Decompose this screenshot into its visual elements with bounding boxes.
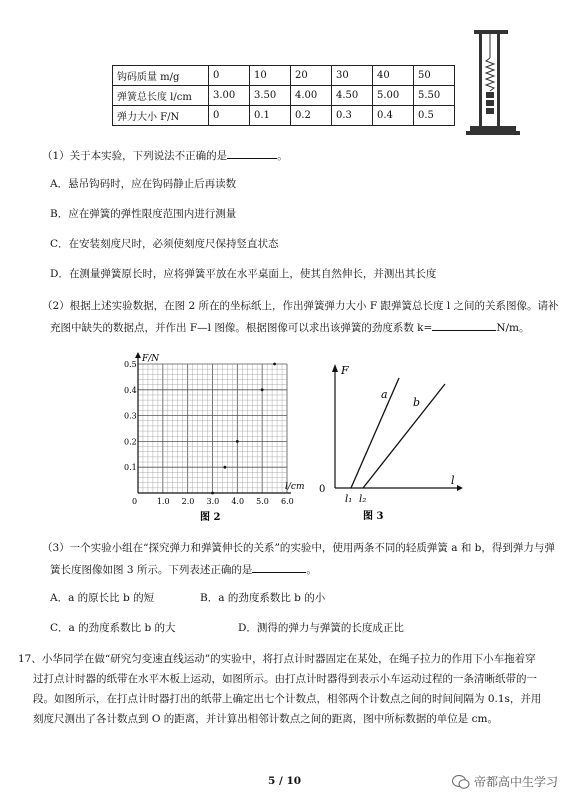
data-point — [211, 492, 214, 495]
table-cell: 4.00 — [291, 86, 332, 106]
x-tick-label: 0 — [132, 497, 138, 506]
table-cell: 0.5 — [414, 106, 455, 126]
q2-unit: N/m。 — [496, 322, 530, 334]
answer-blank — [227, 147, 277, 159]
data-point — [224, 466, 227, 469]
q2-line1: （2）根据上述实验数据，在图 2 所在的坐标纸上，作出弹簧弹力大小 F 跟弹簧总长度 l 之间的关系图像。请补 — [42, 300, 559, 312]
y-tick-label: 0.1 — [124, 463, 137, 473]
table-cell: 0 — [209, 66, 250, 86]
y-axis-arrow — [135, 352, 141, 358]
x-tick-label: 6.0 — [281, 497, 294, 506]
figure-3-graph — [305, 360, 465, 522]
fig3-line-b-label: b — [413, 396, 421, 409]
table-cell: 3.00 — [209, 86, 250, 106]
table-cell: 20 — [291, 66, 332, 86]
x-tick-label: 3.0 — [206, 497, 220, 506]
table-cell: 3.50 — [250, 86, 291, 106]
q17-line1: 17、小华同学在做“研究匀变速直线运动”的实验中，将打点计时器固定在某处，在绳子拉力的作用下小车拖着穿 — [18, 653, 536, 665]
table-cell: 10 — [250, 66, 291, 86]
table-row — [113, 86, 455, 106]
table-row-label: 钩码质量 m/g — [113, 66, 209, 86]
data-point — [261, 388, 264, 391]
table-cell: 0.3 — [332, 106, 373, 126]
table-cell: 50 — [414, 66, 455, 86]
table-cell: 0.2 — [291, 106, 332, 126]
table-cell: 0.4 — [373, 106, 414, 126]
q1-option-a: A．悬吊钩码时，应在钩码静止后再读数 — [50, 178, 237, 190]
data-table — [112, 65, 455, 126]
q17-line2: 过打点计时器的纸带在水平木板上运动，如图所示。由打点计时器得到表示小车运动过程的一条清晰纸带的一 — [33, 673, 537, 685]
table-cell: 5.50 — [414, 86, 455, 106]
q1-stem — [42, 147, 288, 164]
table-cell: 30 — [332, 66, 373, 86]
table-cell: 5.00 — [373, 86, 414, 106]
x-tick-label: 4.0 — [231, 497, 245, 506]
table-row-label: 弹簧总长度 l/cm — [113, 86, 209, 106]
q3-option-a: A．a 的原长比 b 的短 — [50, 592, 155, 604]
data-point — [236, 440, 239, 443]
fig3-y-label: F — [341, 364, 349, 377]
figure-2-graph — [115, 352, 305, 524]
q2-line2-text: 充图中缺失的数据点，并作出 F—l 图像。根据图像可以求出该弹簧的劲度系数 k= — [50, 322, 433, 334]
fig2-x-label: l/cm — [285, 482, 305, 492]
table-row — [113, 66, 455, 86]
x-tick-label: 1.0 — [156, 497, 170, 506]
fig3-caption: 图 3 — [363, 511, 384, 522]
q3-line2 — [50, 561, 317, 578]
spring-apparatus-figure — [462, 28, 524, 138]
q3-option-b: B．a 的劲度系数比 b 的小 — [200, 592, 326, 604]
q1-option-c: C．在安装刻度尺时，必须使刻度尺保持竖直状态 — [50, 238, 279, 250]
watermark-text: 帝都高中生学习 — [474, 775, 559, 789]
table-cell: 40 — [373, 66, 414, 86]
q3-line1: （3）一个实验小组在“探究弹力和弹簧伸长的关系”的实验中，使用两条不同的轻质弹簧 a 和 b，得到弹力与弹 — [42, 542, 555, 554]
fig3-line-a-label: a — [381, 388, 388, 401]
q1-option-b: B．应在弹簧的弹性限度范围内进行测量 — [50, 208, 237, 220]
answer-blank — [252, 561, 306, 573]
q17-line4: 刻度尺测出了各计数点到 O 的距离，并计算出相邻计数点之间的距离，图中所标数据的单位是 cm。 — [33, 713, 498, 725]
table-row — [113, 106, 455, 126]
fig3-origin: 0 — [319, 484, 326, 495]
q3-option-c: C．a 的劲度系数比 b 的大 — [50, 622, 176, 634]
table-cell: 4.50 — [332, 86, 373, 106]
q17-line3: 段。如图所示，在打点计时器打出的纸带上确定出七个计数点，相邻两个计数点之间的时间间隔为 0.1s，并用 — [33, 693, 542, 705]
y-tick-label: 0.5 — [124, 360, 137, 369]
answer-blank — [432, 319, 496, 331]
table-cell: 0.1 — [250, 106, 291, 126]
fig3-l2: l₂ — [359, 494, 367, 505]
y-tick-label: 0.3 — [124, 411, 137, 421]
fig2-y-label: F/N — [142, 354, 160, 364]
fig2-caption: 图 2 — [200, 512, 221, 523]
y-tick-label: 0.4 — [124, 385, 137, 395]
fig3-l1: l₁ — [345, 494, 353, 505]
table-row-label: 弹力大小 F/N — [113, 106, 209, 126]
table-cell: 0 — [209, 106, 250, 126]
x-tick-label: 2.0 — [181, 497, 195, 506]
wechat-icon — [452, 774, 470, 790]
q3-end: 。 — [306, 564, 317, 576]
q3-option-d: D．测得的弹力与弹簧的长度成正比 — [238, 622, 404, 634]
q3-line2-text: 簧长度图像如图 3 所示。下列表述正确的是 — [50, 564, 253, 576]
y-tick-label: 0.2 — [124, 437, 137, 447]
q1-option-d: D．在测量弹簧原长时，应将弹簧平放在水平桌面上，使其自然伸长，并测出其长度 — [50, 268, 437, 280]
q1-stem-text: （1）关于本实验，下列说法不正确的是 — [42, 150, 228, 162]
data-point — [273, 363, 276, 366]
q1-end: 。 — [277, 150, 288, 162]
x-tick-label: 5.0 — [256, 497, 269, 506]
q2-line2 — [50, 319, 530, 336]
watermark — [452, 773, 558, 790]
fig3-x-label: l — [451, 474, 455, 487]
page-number: 5 / 10 — [268, 775, 302, 787]
